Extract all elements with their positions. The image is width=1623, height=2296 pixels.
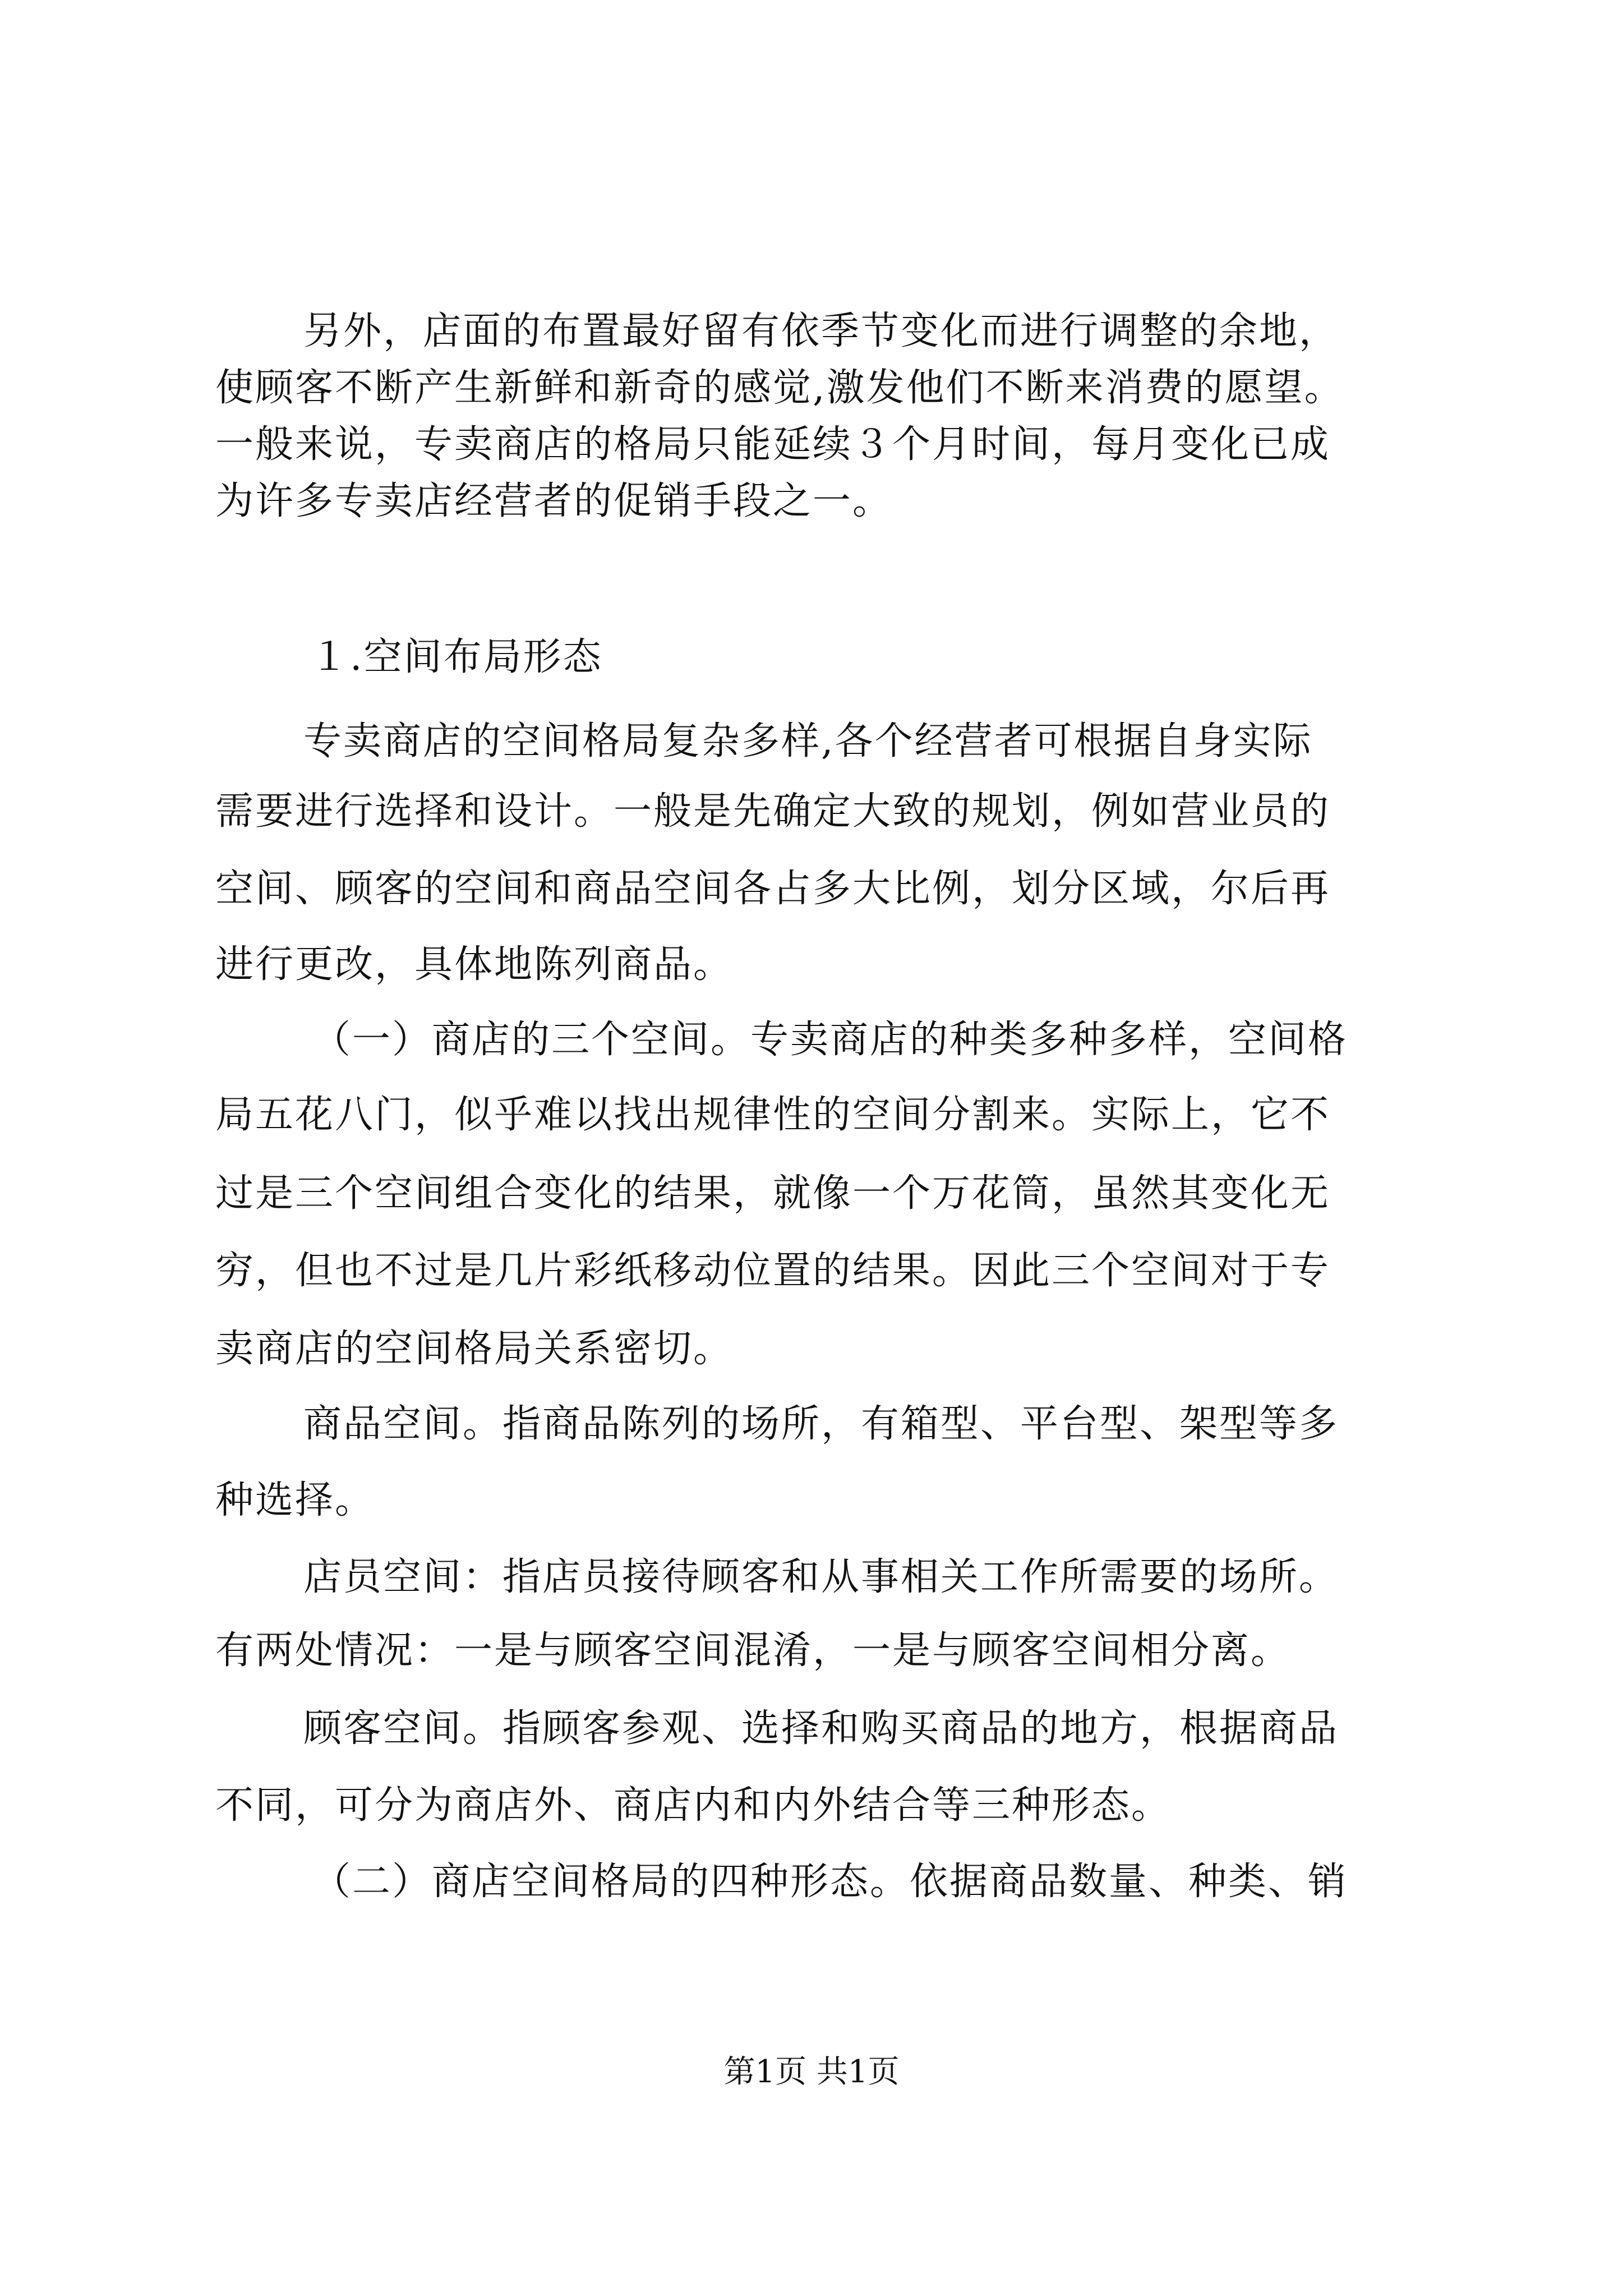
text-line: 种选择。 [215,1478,375,1522]
text-line: 空间、顾客的空间和商品空间各占多大比例，划分区域，尔后再 [215,867,1331,911]
text-line: （一）商店的三个空间。专卖商店的种类多种多样，空间格 [312,1018,1348,1062]
text-line: 不同，可分为商店外、商店内和内外结合等三种形态。 [215,1783,1172,1828]
text-line: 为许多专卖店经营者的促销手段之一。 [215,479,893,523]
text-line: 局五花八门，似乎难以找出规律性的空间分割来。实际上，它不 [215,1093,1331,1137]
text-line: 顾客空间。指顾客参观、选择和购买商品的地方，根据商品 [303,1706,1339,1751]
text-line: （二）商店空间格局的四种形态。依据商品数量、种类、销 [312,1860,1348,1904]
text-line: 穷，但也不过是几片彩纸移动位置的结果。因此三个空间对于专 [215,1249,1331,1293]
text-line: 进行更改，具体地陈列商品。 [215,942,734,987]
text-line: 一般来说，专卖商店的格局只能延续３个月时间，每月变化已成 [215,422,1331,467]
text-line: 卖商店的空间格局关系密切。 [215,1327,734,1371]
text-line: 使顾客不断产生新鲜和新奇的感觉,激发他们不断来消费的愿望。 [215,366,1344,410]
text-line: 商品空间。指商品陈列的场所，有箱型、平台型、架型等多 [303,1402,1339,1446]
text-line: 专卖商店的空间格局复杂多样,各个经营者可根据自身实际 [303,719,1313,763]
page-footer: 第1页 共1页 [723,2054,900,2090]
text-line: 过是三个空间组合变化的结果，就像一个万花筒，虽然其变化无 [215,1171,1331,1216]
text-line: 另外，店面的布置最好留有依季节变化而进行调整的余地， [303,309,1339,353]
text-line: 店员空间：指店员接待顾客和从事相关工作所需要的场所。 [303,1555,1339,1599]
text-line: 有两处情况：一是与顾客空间混淆，一是与顾客空间相分离。 [215,1628,1291,1673]
text-line: 需要进行选择和设计。一般是先确定大致的规划，例如营业员的 [215,789,1331,834]
section-heading: １.空间布局形态 [310,635,603,679]
